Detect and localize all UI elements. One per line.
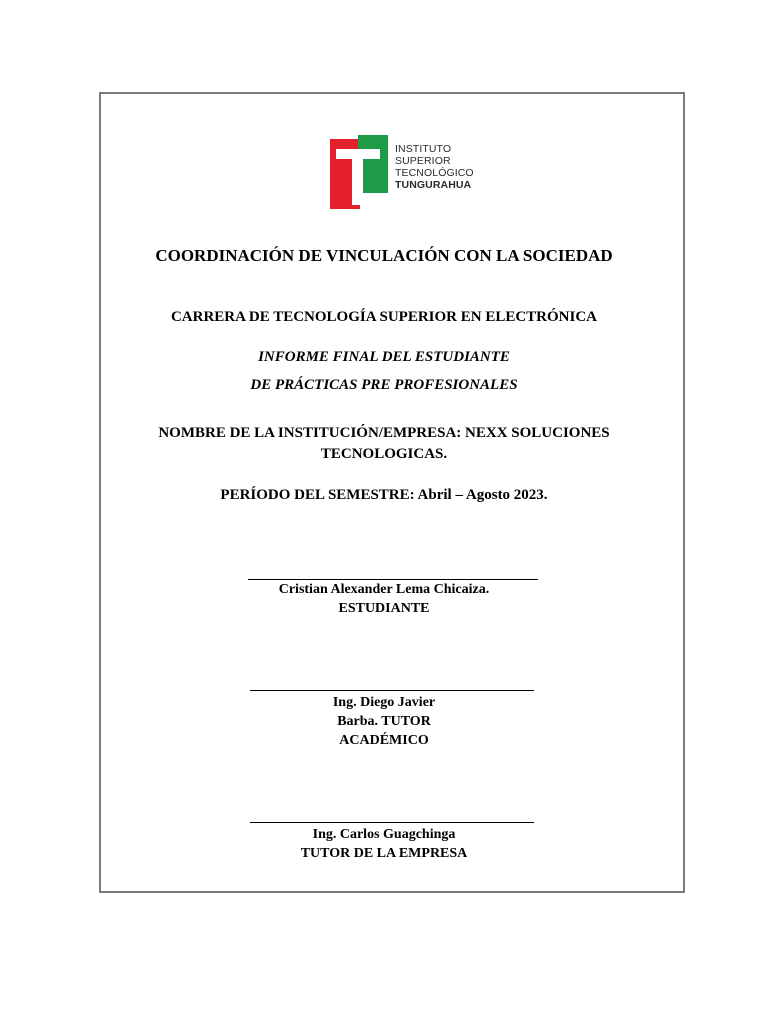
academic-tutor-line-3: ACADÉMICO <box>339 733 429 748</box>
logo-line-1: INSTITUTO <box>395 143 452 155</box>
career-title: CARRERA DE TECNOLOGÍA SUPERIOR EN ELECTRÓNICA <box>170 309 598 325</box>
academic-tutor-signature-block <box>0 693 768 750</box>
academic-tutor-line-1: Ing. Diego Javier <box>332 695 436 710</box>
student-signature-block <box>0 580 768 618</box>
institution-line-2: TECNOLOGICAS. <box>320 446 448 462</box>
logo-t-stem <box>352 149 363 205</box>
coordination-title: COORDINACIÓN DE VINCULACIÓN CON LA SOCIEDAD <box>155 246 613 265</box>
academic-tutor-line-2: Barba. TUTOR <box>337 714 431 729</box>
report-title-line-2: DE PRÁCTICAS PRE PROFESIONALES <box>250 377 518 393</box>
logo-wordmark <box>395 143 474 191</box>
company-tutor-name: Ing. Carlos Guagchinga <box>312 827 456 842</box>
institute-logo <box>330 135 490 209</box>
institute-logo-mark <box>330 135 390 209</box>
company-tutor-signature-block <box>0 825 768 863</box>
student-name: Cristian Alexander Lema Chicaiza. <box>278 582 490 597</box>
report-title-line-1: INFORME FINAL DEL ESTUDIANTE <box>258 349 510 365</box>
semester-period: PERÍODO DEL SEMESTRE: Abril – Agosto 2023. <box>220 487 548 503</box>
student-role: ESTUDIANTE <box>338 601 430 616</box>
company-tutor-role: TUTOR DE LA EMPRESA <box>300 846 468 861</box>
academic-tutor-signature-line <box>250 690 534 691</box>
logo-line-3: TECNOLÓGICO <box>395 167 474 179</box>
company-tutor-signature-line <box>250 822 534 823</box>
logo-line-2: SUPERIOR <box>395 155 451 167</box>
institution-line-1: NOMBRE DE LA INSTITUCIÓN/EMPRESA: NEXX SOLUCIONES <box>158 425 610 441</box>
logo-line-4: TUNGURAHUA <box>395 179 472 191</box>
